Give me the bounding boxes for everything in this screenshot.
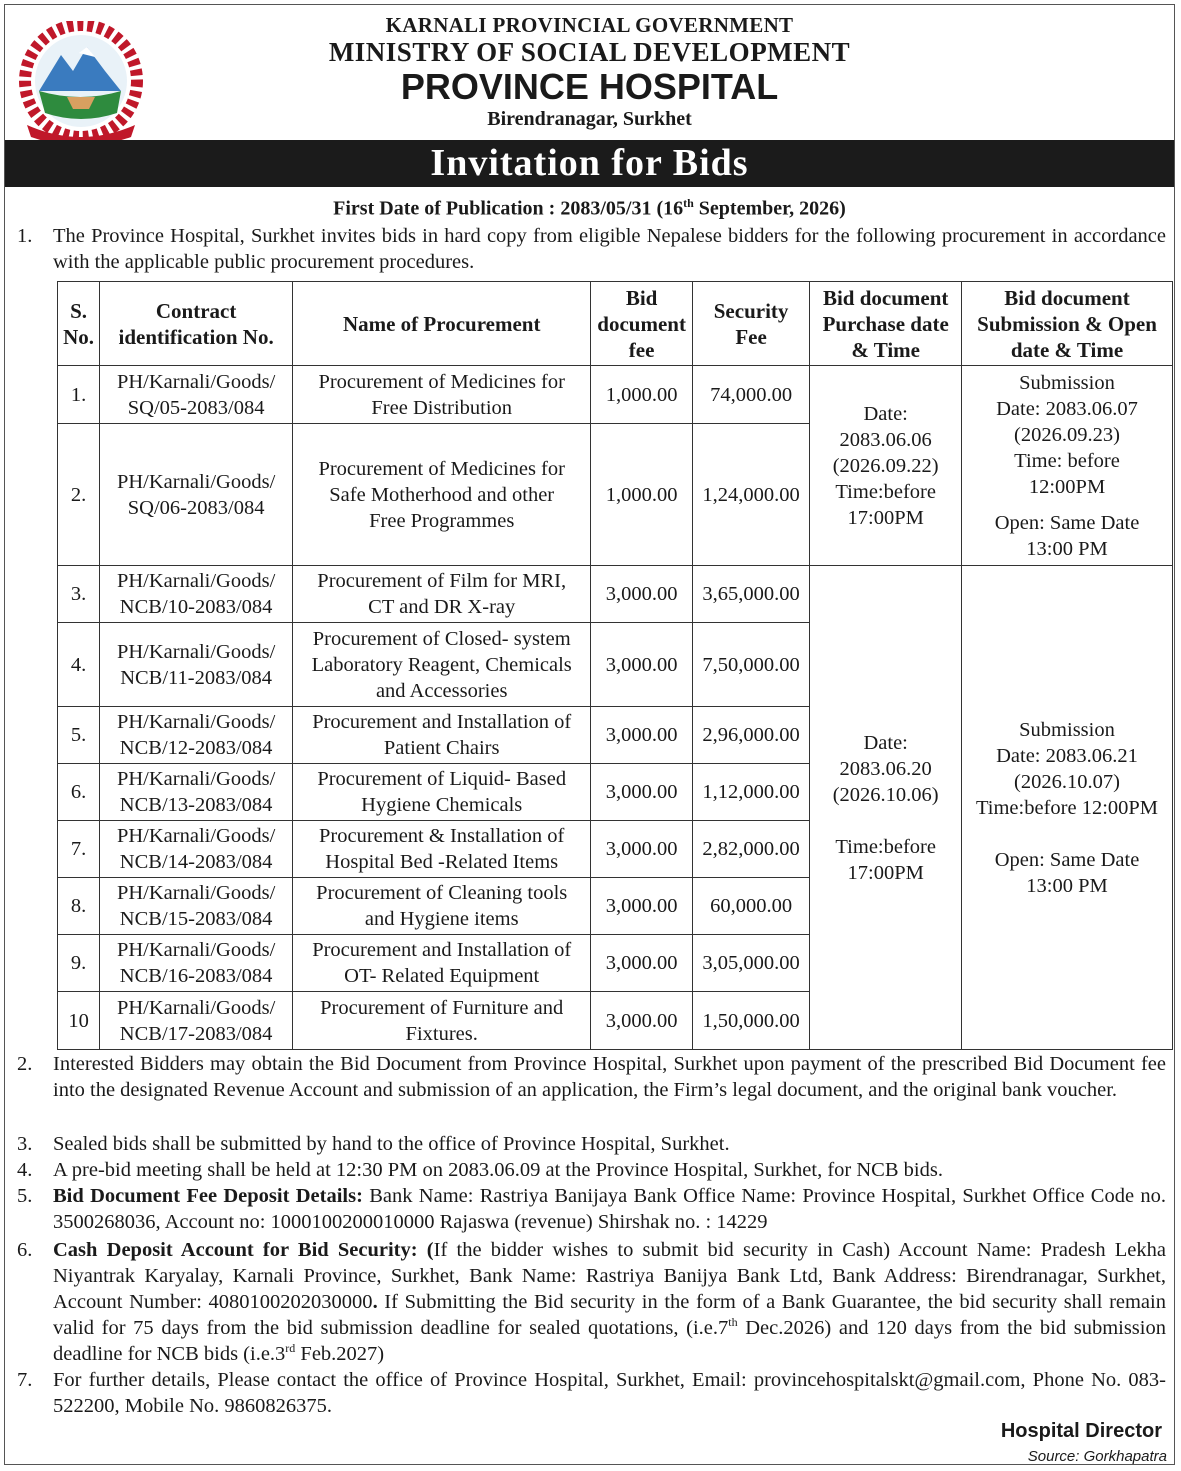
paragraph-3: 3. Sealed bids shall be submitted by hand to the office of Province Hospital, Surkhet.	[17, 1133, 730, 1155]
table-row: 2. PH/Karnali/Goods/ SQ/06-2083/084 Procurement of Medicines for Safe Motherhood and other Free Programmes 1,000.00 1,24,000.00	[58, 424, 1173, 566]
table-row: 10 PH/Karnali/Goods/ NCB/17-2083/084 Procurement of Furniture and Fixtures. 3,000.00 1,50,000.00	[58, 992, 1173, 1050]
ministry-name: MINISTRY OF SOCIAL DEVELOPMENT	[328, 37, 851, 67]
purchase-date-group-2: Date: 2083.06.20 (2026.10.06) Time:before 17:00PM	[810, 566, 962, 1050]
table-row: 5. PH/Karnali/Goods/ NCB/12-2083/084 Procurement and Installation of Patient Chairs 3,000.00 2,96,000.00	[58, 707, 1173, 764]
table-row: 1. PH/Karnali/Goods/ SQ/05-2083/084 Procurement of Medicines for Free Distribution 1,000.00 74,000.00 Date: 2083.06.06 (2026.09.22) Time:before 17:00PM Submission Date: 2083.06.07 (2026.09.23) Time: before 12:00PM Open: Same Date 13:00 PM	[58, 366, 1173, 424]
table-header-row	[58, 282, 1173, 366]
header-purchase: Bid document Purchase date & Time	[810, 282, 962, 366]
paragraph-5: 5. Bid Document Fee Deposit Details: Bank Name: Rastriya Banijaya Bank Office Name: Province Hospital, Surkhet Office Code no. 3500268036, Account no: 1000100200010000 Rajaswa (revenue) Shirshak no. : 14229	[17, 1185, 1166, 1233]
header-submission: Bid document Submission & Open date & Time	[962, 282, 1173, 366]
submission-date-group-2: Submission Date: 2083.06.21 (2026.10.07) Time:before 12:00PM Open: Same Date 13:00 PM	[962, 566, 1173, 1050]
purchase-date-group-1: Date: 2083.06.06 (2026.09.22) Time:before 17:00PM	[810, 366, 962, 566]
hospital-address: Birendranagar, Surkhet	[487, 108, 692, 130]
table-row: 9. PH/Karnali/Goods/ NCB/16-2083/084 Procurement and Installation of OT- Related Equipment 3,000.00 3,05,000.00	[58, 935, 1173, 992]
header-security: Security Fee	[692, 282, 810, 366]
header-fee: Bid document fee	[591, 282, 692, 366]
hospital-name: PROVINCE HOSPITAL	[400, 66, 779, 107]
publication-date: First Date of Publication : 2083/05/31 (16th September, 2026)	[333, 196, 846, 220]
header-contract: Contract identification No.	[100, 282, 293, 366]
government-name: KARNALI PROVINCIAL GOVERNMENT	[385, 13, 794, 37]
submission-date-group-1: Submission Date: 2083.06.07 (2026.09.23) Time: before 12:00PM Open: Same Date 13:00 PM	[962, 366, 1173, 566]
signature-hospital-director: Hospital Director	[1000, 1420, 1162, 1442]
letterhead	[5, 13, 1174, 131]
table-row: 4. PH/Karnali/Goods/ NCB/11-2083/084 Procurement of Closed- system Laboratory Reagent, Chemicals and Accessories 3,000.00 7,50,000.00	[58, 623, 1173, 707]
paragraph-1: 1. The Province Hospital, Surkhet invites bids in hard copy from eligible Nepalese bidders for the following procurement in accordance with the applicable public procurement procedures.	[17, 225, 1166, 273]
paragraph-4: 4. A pre-bid meeting shall be held at 12:30 PM on 2083.06.09 at the Province Hospital, Surkhet, for NCB bids.	[17, 1159, 943, 1181]
notice-page	[4, 4, 1175, 1465]
header-name: Name of Procurement	[293, 282, 591, 366]
header-sno: S. No.	[58, 282, 100, 366]
paragraph-7: 7. For further details, Please contact the office of Province Hospital, Surkhet, Email: provincehospitalskt@gmail.com, Phone No. 083-522200, Mobile No. 9860826375.	[17, 1369, 1166, 1417]
paragraph-6: 6. Cash Deposit Account for Bid Security: (If the bidder wishes to submit bid security in Cash) Account Name: Pradesh Lekha Niyantrak Karyalay, Karnali Province, Surkhet, Bank Name: Rastriya Banijya Bank Ltd, Bank Address: Birendranagar, Surkhet, Account Number: 4080100202030000. If Submitting the Bid security in the form of a Bank Guarantee, the bid security shall remain valid for 75 days from the bid submission deadline for sealed quotations, (i.e.7th Dec.2026) and 120 days from the bid submission deadline for NCB bids (i.e.3rd Feb.2027)	[17, 1239, 1167, 1365]
table-row: 7. PH/Karnali/Goods/ NCB/14-2083/084 Procurement & Installation of Hospital Bed -Related Items 3,000.00 2,82,000.00	[58, 821, 1173, 878]
notice-title: Invitation for Bids	[5, 140, 1174, 187]
paragraph-2: 2. Interested Bidders may obtain the Bid Document from Province Hospital, Surkhet upon payment of the prescribed Bid Document fee into the designated Revenue Account and submission of an application, the Firm’s legal document, and the original bank voucher.	[17, 1053, 1166, 1101]
procurement-table	[57, 281, 1173, 1050]
source-credit: Source: Gorkhapatra	[1027, 1448, 1167, 1465]
table-row: 3. PH/Karnali/Goods/ NCB/10-2083/084 Procurement of Film for MRI, CT and DR X-ray 3,000.00 3,65,000.00 Date: 2083.06.20 (2026.10.06) Time:before 17:00PM Submission Date: 2083.06.21 (2026.10.07) Time:before 12:00PM Open: Same Date 13:00 PM	[58, 566, 1173, 623]
table-row: 6. PH/Karnali/Goods/ NCB/13-2083/084 Procurement of Liquid- Based Hygiene Chemicals 3,000.00 1,12,000.00	[58, 764, 1173, 821]
table-row: 8. PH/Karnali/Goods/ NCB/15-2083/084 Procurement of Cleaning tools and Hygiene items 3,000.00 60,000.00	[58, 878, 1173, 935]
